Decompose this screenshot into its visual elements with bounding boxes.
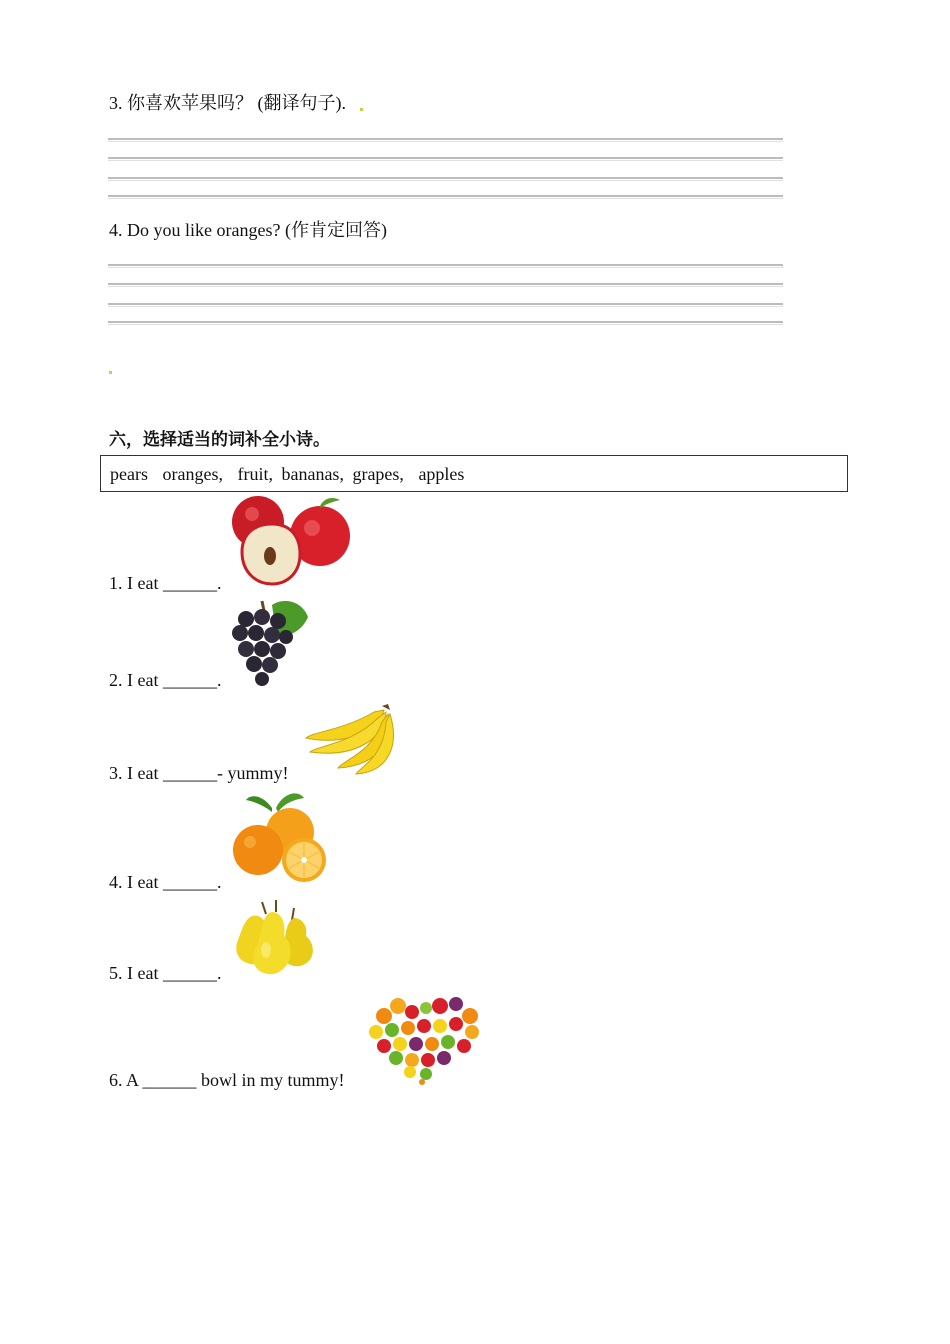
- writing-line: [108, 303, 783, 307]
- writing-line: [108, 177, 783, 181]
- word-bank-box: [100, 455, 848, 492]
- banana-image: [304, 702, 400, 776]
- grapes-image: [232, 597, 312, 687]
- writing-line: [108, 283, 783, 287]
- orange-image: [232, 790, 328, 886]
- writing-line: [108, 157, 783, 161]
- word-bananas: bananas,: [281, 464, 344, 484]
- word-grapes: grapes,: [352, 464, 404, 484]
- decorative-dot: [360, 108, 363, 111]
- writing-line: [108, 138, 783, 142]
- word-apples: apples: [418, 464, 465, 484]
- word-pears: pears: [110, 464, 148, 484]
- question-3-translate: 3. 你喜欢苹果吗？ (翻译句子).: [109, 93, 346, 113]
- decorative-dot: [109, 371, 112, 374]
- section-6-title: 六，选择适当的词补全小诗。: [109, 430, 330, 450]
- poem-line-2: 2. I eat ______.: [109, 670, 222, 690]
- writing-line: [108, 321, 783, 325]
- answer-lines-3[interactable]: [108, 138, 783, 200]
- poem-line-5: 5. I eat ______.: [109, 963, 222, 983]
- fruit-heart-image: [368, 994, 484, 1084]
- writing-line: [108, 195, 783, 199]
- writing-line: [108, 264, 783, 268]
- apple-image: [228, 494, 358, 586]
- poem-line-4: 4. I eat ______.: [109, 872, 222, 892]
- poem-line-6: 6. A ______ bowl in my tummy!: [109, 1070, 345, 1090]
- word-bank: [110, 464, 468, 485]
- pear-image: [232, 900, 316, 980]
- poem-line-3: 3. I eat ______- yummy!: [109, 763, 289, 783]
- word-fruit: fruit,: [237, 464, 273, 484]
- answer-lines-4[interactable]: [108, 264, 783, 326]
- poem-line-1: 1. I eat ______.: [109, 573, 222, 593]
- word-oranges: oranges,: [162, 464, 223, 484]
- question-4-answer: 4. Do you like oranges? (作肯定回答): [109, 220, 387, 240]
